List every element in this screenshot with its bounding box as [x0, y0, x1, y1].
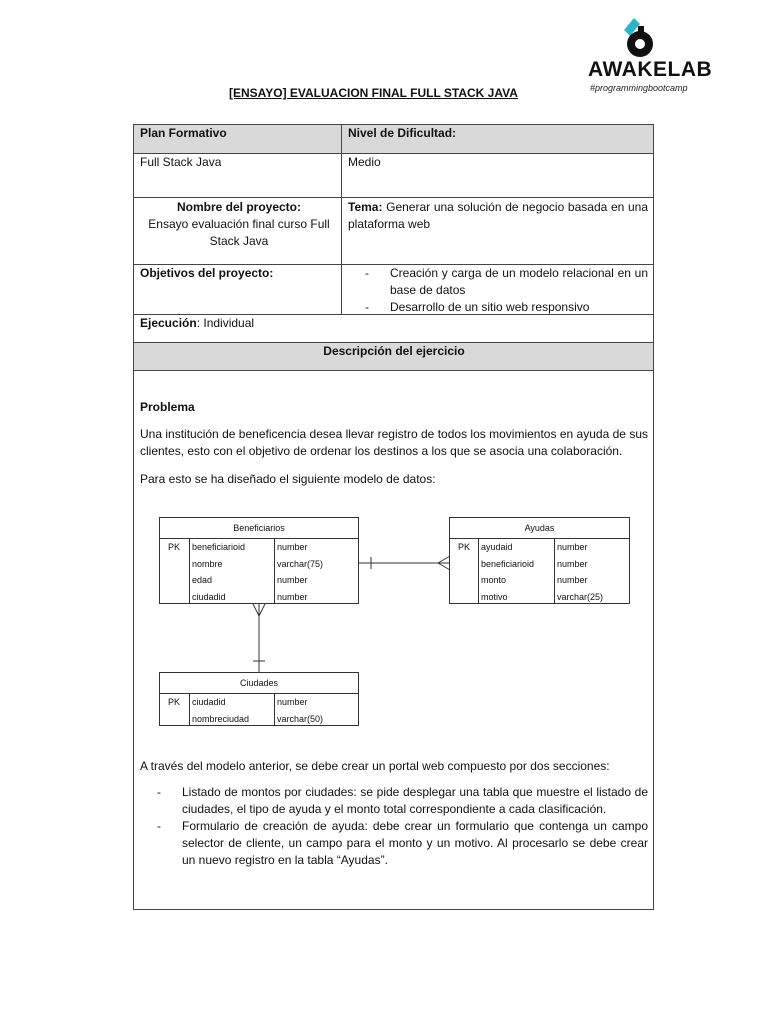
nombre-proyecto: Nombre del proyecto: Ensayo evaluación final curso Full Stack Java: [148, 200, 330, 248]
entity-title: Ciudades: [160, 673, 358, 694]
objetivos-label: Objetivos del proyecto:: [140, 266, 274, 280]
logo-name: AWAKELAB: [588, 58, 713, 81]
requirement-item: - Formulario de creación de ayuda: debe crear un formulario que contenga un campo selector de cliente, un campo para el monto y un motivo. Al procesarlo se debe crear un nuevo registro en la tabla “Ayudas”.: [152, 818, 648, 869]
requirement-item: - Listado de montos por ciudades: se pide desplegar una tabla que muestre el listado de ciudades, el tipo de ayuda y el monto total correspondiente a cada clasificación.: [152, 784, 648, 818]
tema-label: Tema:: [348, 200, 383, 214]
paragraph-3: A través del modelo anterior, se debe crear un portal web compuesto por dos secciones:: [140, 759, 610, 773]
paragraph-1: Una institución de beneficencia desea llevar registro de todos los movimientos en ayuda de sus clientes, esto con el objetivo de ordenar los destinos a los que se asocia una colaboración.: [140, 427, 648, 458]
entity-row: nombre varchar(75): [192, 558, 324, 569]
ejecucion-label: Ejecución: [140, 316, 197, 330]
entity-title: Beneficiarios: [160, 518, 358, 539]
logo-tagline: #programmingbootcamp: [590, 83, 688, 93]
nivel-header: Nivel de Dificultad:: [348, 126, 457, 140]
entity-title: Ayudas: [450, 518, 629, 539]
entity-ayudas: [449, 517, 630, 604]
nombre-proyecto-value: Ensayo evaluación final curso Full Stack Java: [148, 217, 330, 248]
entity-row: PK ciudadid number: [168, 697, 308, 707]
objetivo-item: - Desarrollo de un sitio web responsivo: [360, 299, 648, 316]
entity-beneficiarios: [159, 517, 359, 604]
entity-ciudades: [159, 672, 359, 726]
descripcion-header: Descripción del ejercicio: [323, 344, 465, 358]
ejecucion-value: : Individual: [196, 316, 255, 330]
requirements-list: [152, 784, 648, 869]
nivel-value: Medio: [348, 155, 381, 169]
entity-row: edad number: [192, 575, 308, 585]
plan-header: Plan Formativo: [140, 126, 227, 140]
paragraph-2: Para esto se ha diseñado el siguiente modelo de datos:: [140, 472, 436, 486]
tema-value: Generar una solución de negocio basada en una plataforma web: [348, 200, 648, 231]
plan-value: Full Stack Java: [140, 155, 222, 169]
entity-row: beneficiarioid number: [481, 558, 588, 569]
entity-row: PK ayudaid number: [458, 542, 588, 552]
entity-row: motivo varchar(25): [481, 591, 604, 602]
document-title: [ENSAYO] EVALUACION FINAL FULL STACK JAVA: [229, 86, 518, 100]
problema-heading: Problema: [140, 400, 195, 414]
entity-row: ciudadid number: [192, 591, 308, 602]
entity-row: monto number: [481, 575, 588, 585]
entity-row: nombreciudad varchar(50): [192, 713, 324, 724]
entity-row: PK beneficiarioid number: [168, 542, 308, 552]
objetivo-item: - Creación y carga de un modelo relacional en un base de datos: [360, 265, 648, 299]
